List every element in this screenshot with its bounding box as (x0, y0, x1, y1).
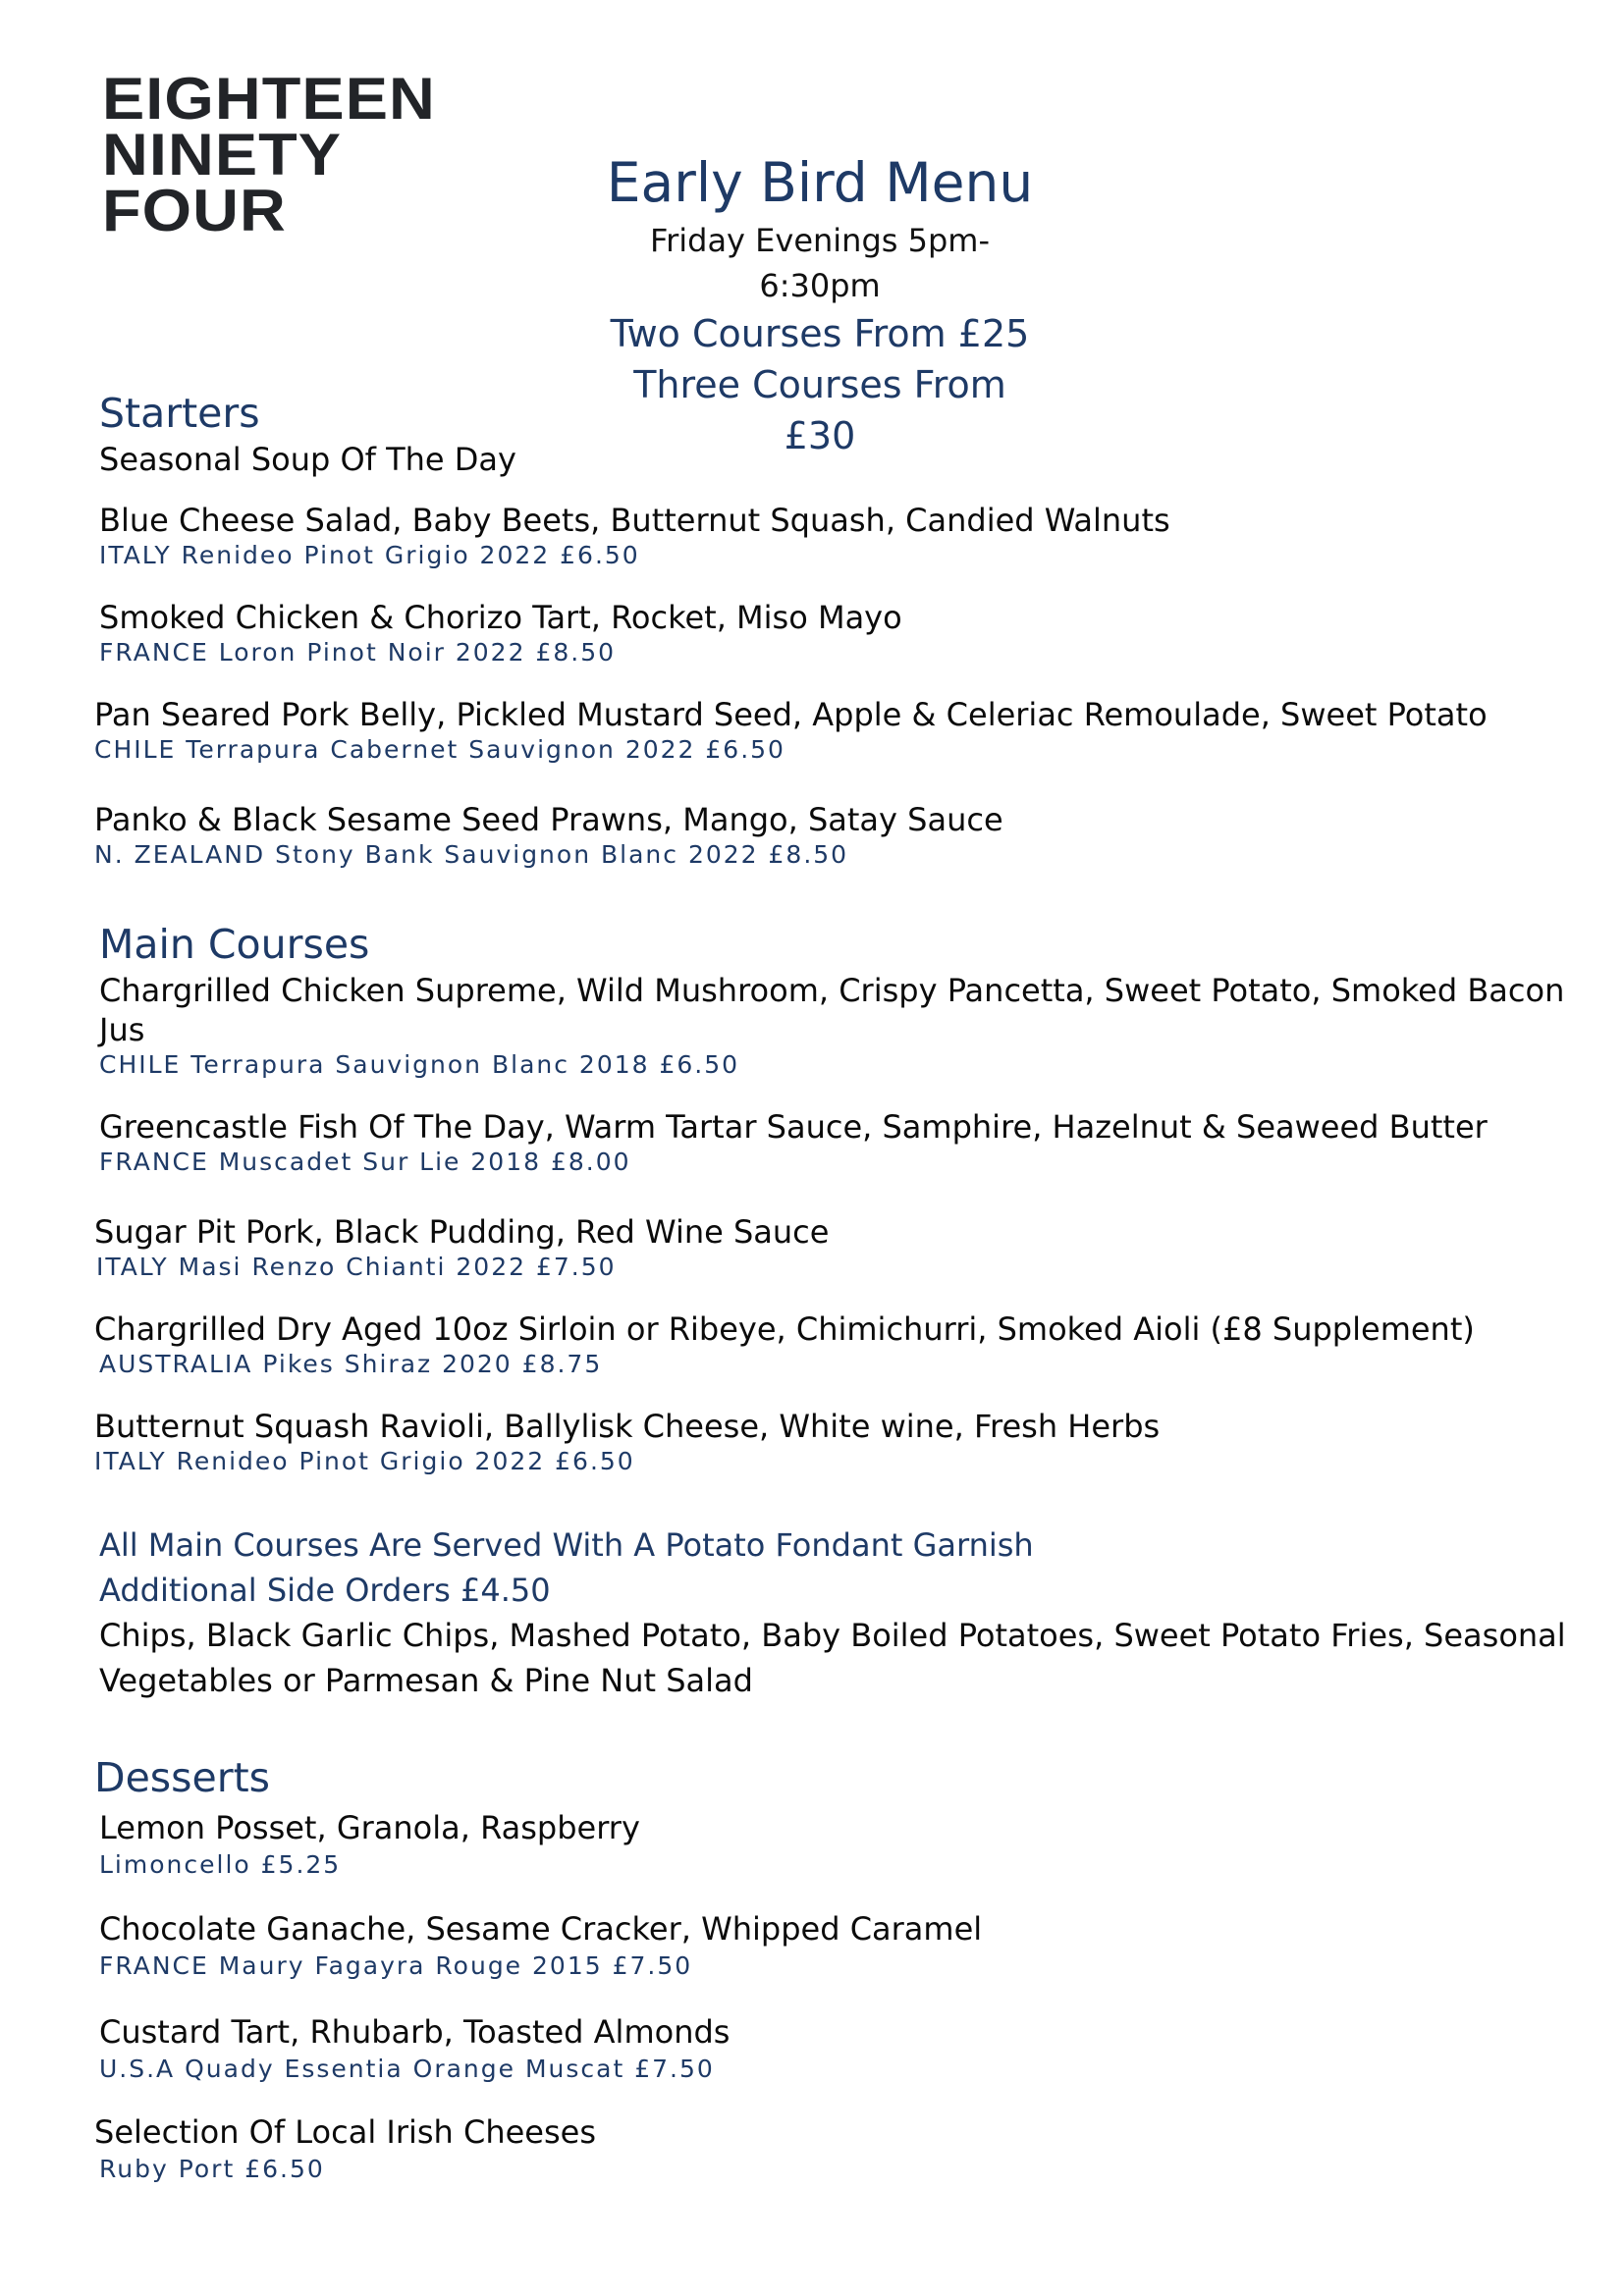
dessert-dish: Custard Tart, Rhubarb, Toasted Almonds (99, 2013, 731, 2051)
starter-dish: Seasonal Soup Of The Day (99, 441, 516, 478)
wine-pairing: ITALY Renideo Pinot Grigio 2022 £6.50 (99, 541, 640, 569)
starters-heading: Starters (99, 390, 260, 437)
wine-pairing: CHILE Terrapura Sauvignon Blanc 2018 £6.50 (99, 1050, 740, 1079)
starter-dish: Smoked Chicken & Chorizo Tart, Rocket, Miso Mayo (99, 599, 902, 636)
main-dish-continued: Jus (99, 1011, 145, 1048)
menu-title: Early Bird Menu (606, 151, 1034, 214)
menu-header (599, 147, 1041, 461)
sides-price-note: Additional Side Orders £4.50 (99, 1572, 551, 1609)
main-dish: Butternut Squash Ravioli, Ballylisk Cheese, White wine, Fresh Herbs (94, 1408, 1161, 1445)
wine-pairing: FRANCE Loron Pinot Noir 2022 £8.50 (99, 638, 617, 667)
logo-line-1: EIGHTEEN (102, 66, 436, 132)
two-course-price: Two Courses From £25 (610, 312, 1030, 355)
dessert-dish: Lemon Posset, Granola, Raspberry (99, 1809, 640, 1846)
dessert-dish: Selection Of Local Irish Cheeses (94, 2113, 597, 2151)
sides-list: Chips, Black Garlic Chips, Mashed Potato, Baby Boiled Potatoes, Sweet Potato Fries, Seasonal (99, 1617, 1566, 1654)
starter-dish: Panko & Black Sesame Seed Prawns, Mango, Satay Sauce (94, 801, 1003, 838)
three-course-price: Three Courses From £30 (633, 363, 1006, 457)
mains-heading: Main Courses (99, 921, 370, 968)
wine-pairing: FRANCE Muscadet Sur Lie 2018 £8.00 (99, 1148, 631, 1176)
logo-line-3: FOUR (102, 178, 287, 243)
wine-pairing: N. ZEALAND Stony Bank Sauvignon Blanc 2022 £8.50 (94, 840, 849, 869)
main-dish: Sugar Pit Pork, Black Pudding, Red Wine Sauce (94, 1213, 830, 1251)
desserts-heading: Desserts (94, 1754, 271, 1801)
wine-pairing: Ruby Port £6.50 (99, 2155, 325, 2183)
restaurant-logo (102, 66, 554, 243)
wine-pairing: CHILE Terrapura Cabernet Sauvignon 2022 £6.50 (94, 735, 785, 764)
main-dish: Greencastle Fish Of The Day, Warm Tartar Sauce, Samphire, Hazelnut & Seaweed Butter (99, 1108, 1488, 1146)
wine-pairing: Limoncello £5.25 (99, 1850, 342, 1879)
starter-dish: Blue Cheese Salad, Baby Beets, Butternut Squash, Candied Walnuts (99, 502, 1170, 539)
wine-pairing: ITALY Masi Renzo Chianti 2022 £7.50 (96, 1253, 617, 1281)
garnish-note: All Main Courses Are Served With A Potato Fondant Garnish (99, 1526, 1034, 1564)
wine-pairing: AUSTRALIA Pikes Shiraz 2020 £8.75 (99, 1350, 603, 1378)
wine-pairing: FRANCE Maury Fagayra Rouge 2015 £7.50 (99, 1951, 693, 1980)
starter-dish: Pan Seared Pork Belly, Pickled Mustard Seed, Apple & Celeriac Remoulade, Sweet Potato (94, 696, 1488, 733)
dessert-dish: Chocolate Ganache, Sesame Cracker, Whipped Caramel (99, 1910, 983, 1948)
wine-pairing: ITALY Renideo Pinot Grigio 2022 £6.50 (94, 1447, 635, 1475)
logo-line-2: NINETY (102, 122, 343, 187)
menu-hours: Friday Evenings 5pm-6:30pm (650, 222, 990, 304)
wine-pairing: U.S.A Quady Essentia Orange Muscat £7.50 (99, 2055, 715, 2083)
sides-list-continued: Vegetables or Parmesan & Pine Nut Salad (99, 1662, 753, 1699)
main-dish: Chargrilled Chicken Supreme, Wild Mushroom, Crispy Pancetta, Sweet Potato, Smoked Bacon (99, 972, 1565, 1009)
main-dish: Chargrilled Dry Aged 10oz Sirloin or Ribeye, Chimichurri, Smoked Aioli (£8 Supplement) (94, 1310, 1475, 1348)
